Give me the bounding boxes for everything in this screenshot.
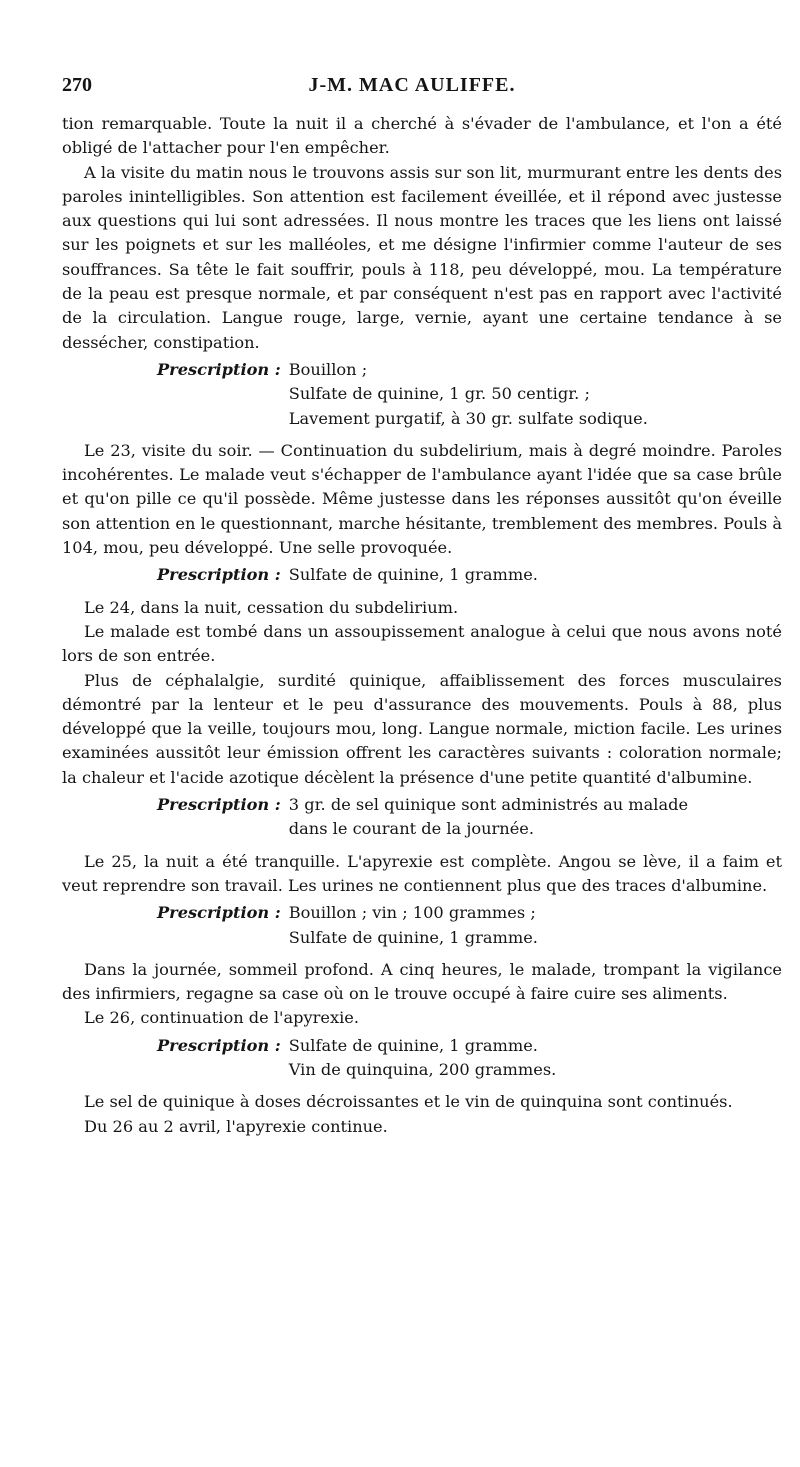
prescription-item: Vin de quinquina, 200 grammes. [288,1059,557,1079]
paragraph: A la visite du matin nous le trouvons assis sur son lit, murmurant entre les dents des paroles inintelligibles. Son attention est facilement éveillée, et il répond avec justesse aux questions qui lui sont adressées. Il nous montre les traces que les liens ont laissé sur les poignets et sur les malléoles, et me désigne l'infirmier comme l'auteur de ses souffrances. Sa tête le fait souffrir, pouls à 118, peu développé, mou. La température de la peau est presque normale, et par conséquent n'est pas en rapport avec l'activité de la circulation. Langue rouge, large, vernie, ayant une certaine tendance à se dessécher, constipation. [62,162,782,352]
paragraph: Plus de céphalalgie, surdité quinique, affaiblissement des forces musculaires démontré par la lenteur et le peu d'assurance des mouvements. Pouls à 88, plus développé que la veille, toujours mou, long. Langue normale, miction facile. Les urines examinées aussitôt leur émission offrent les caractères suivants : coloration normale; la chaleur et l'acide azotique décèlent la présence d'une petite quantité d'albumine. [62,670,782,787]
prescription-item: Sulfate de quinine, 1 gr. 50 centigr. ; [288,384,590,404]
prescription-block [157,793,782,842]
paragraph: tion remarquable. Toute la nuit il a cherché à s'évader de l'ambulance, et l'on a été obligé de l'attacher pour l'en empêcher. [62,114,782,158]
prescription-block [157,358,782,431]
prescription-item: 3 gr. de sel quinique sont administrés au malade [288,795,689,815]
prescription-item: Lavement purgatif, à 30 gr. sulfate sodique. [288,408,648,428]
prescription-block [157,901,782,950]
prescription-item: Bouillon ; [288,359,368,379]
body-text [62,112,782,1139]
paragraph: Le 26, continuation de l'apyrexie. [84,1008,360,1028]
paragraph: Du 26 au 2 avril, l'apyrexie continue. [84,1116,388,1136]
prescription-label: Prescription : [157,359,281,379]
page-header [62,74,762,104]
paragraph: Le 24, dans la nuit, cessation du subdelirium. [84,597,459,617]
prescription-items [289,1034,557,1083]
paragraph: Le 25, la nuit a été tranquille. L'apyrexie est complète. Angou se lève, il a faim et veut reprendre son travail. Les urines ne contiennent plus que des traces d'albumine. [62,851,782,895]
paragraph: Le sel de quinique à doses décroissantes et le vin de quinquina sont continués. [84,1092,733,1112]
running-head: J-M. MAC AULIFFE. [308,74,516,96]
prescription-item: dans le courant de la journée. [288,819,534,839]
paragraph: Dans la journée, sommeil profond. A cinq heures, le malade, trompant la vigilance des infirmiers, regagne sa case où on le trouve occupé à faire cuire ses aliments. [62,959,782,1004]
prescription-item: Bouillon ; vin ; 100 grammes ; [288,903,536,923]
prescription-block [157,1034,782,1083]
prescription-label: Prescription : [157,903,281,923]
prescription-label: Prescription : [157,1035,281,1055]
prescription-item: Sulfate de quinine, 1 gramme. [288,927,538,947]
prescription-items [289,793,688,842]
paragraph: Le malade est tombé dans un assoupissement analogue à celui que nous avons noté lors de son entrée. [62,621,782,666]
prescription-label: Prescription : [157,795,281,815]
prescription-item: Sulfate de quinine, 1 gramme. [288,1035,538,1055]
prescription-items [289,563,538,587]
prescription-label: Prescription : [157,565,281,585]
prescription-block [157,563,782,587]
paragraph: Le 23, visite du soir. — Continuation du subdelirium, mais à degré moindre. Paroles incohérentes. Le malade veut s'échapper de l'ambulance ayant l'idée que sa case brûle et qu'on pille ce qu'il possède. Même justesse dans les réponses aussitôt qu'on éveille son attention en le questionnant, marche hésitante, tremblement des membres. Pouls à 104, mou, peu développé. Une selle provoquée. [62,440,782,558]
prescription-item: Sulfate de quinine, 1 gramme. [288,565,538,585]
prescription-items [289,358,648,431]
prescription-items [289,901,538,950]
page-number: 270 [62,74,92,96]
